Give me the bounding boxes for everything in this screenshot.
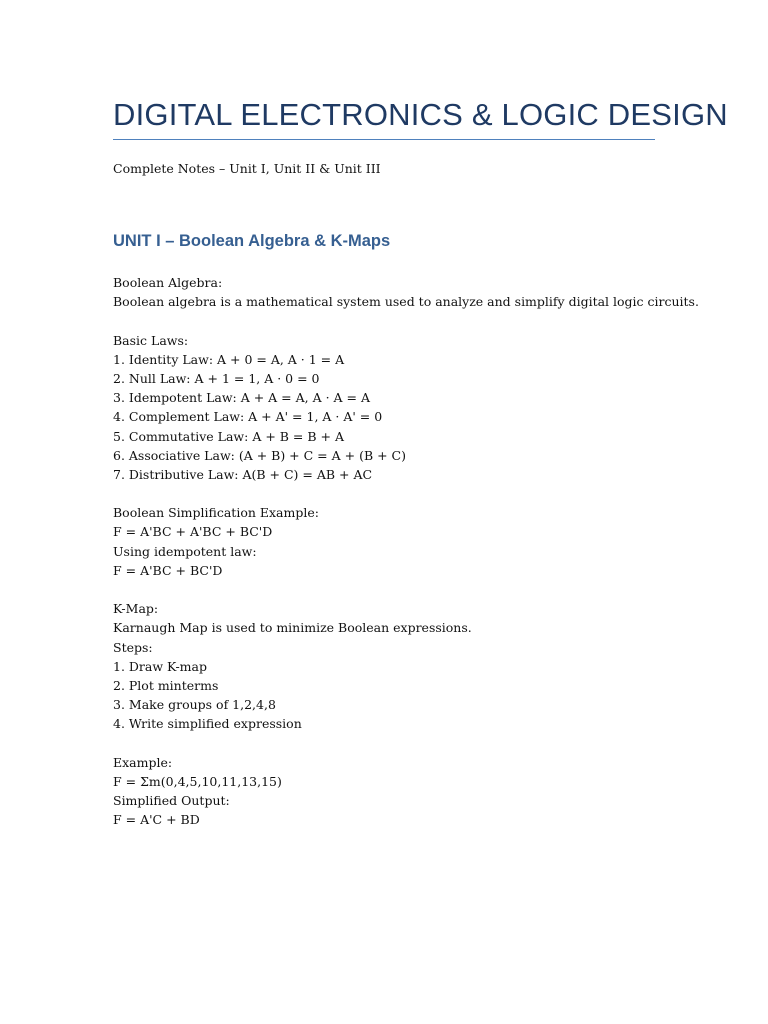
boolean-algebra-label: Boolean Algebra: xyxy=(113,275,223,290)
paragraph-spacer xyxy=(113,580,658,599)
document-subtitle: Complete Notes – Unit I, Unit II & Unit III xyxy=(113,161,381,176)
simplification-label: Boolean Simplification Example: xyxy=(113,505,319,521)
simplification-note: Using idempotent law: xyxy=(113,543,257,559)
law-item: 3. Idempotent Law: A + A = A, A · A = A xyxy=(113,390,371,406)
law-item: 7. Distributive Law: A(B + C) = AB + AC xyxy=(113,466,373,482)
law-item: 1. Identity Law: A + 0 = A, A · 1 = A xyxy=(113,351,345,367)
example-label: Example: xyxy=(113,754,173,770)
paragraph-spacer xyxy=(113,484,658,503)
example-expression: F = Σm(0,4,5,10,11,13,15) xyxy=(113,773,282,789)
basic-laws-label: Basic Laws: xyxy=(113,332,189,348)
simplification-expression: F = A'BC + A'BC + BC'D xyxy=(113,524,273,540)
law-item: 5. Commutative Law: A + B = B + A xyxy=(113,428,344,444)
example-output: F = A'C + BD xyxy=(113,812,200,828)
simplification-result: F = A'BC + BC'D xyxy=(113,562,223,578)
document-title: DIGITAL ELECTRONICS & LOGIC DESIGN xyxy=(113,97,728,132)
title-underline xyxy=(113,139,655,140)
kmap-step: 2. Plot minterms xyxy=(113,677,219,693)
kmap-step: 1. Draw K-map xyxy=(113,658,207,674)
kmap-step: 4. Write simplified expression xyxy=(113,716,302,732)
law-item: 6. Associative Law: (A + B) + C = A + (B + C) xyxy=(113,447,406,463)
unit-1-body xyxy=(113,273,699,829)
paragraph-spacer xyxy=(113,311,658,330)
boolean-algebra-description: Boolean algebra is a mathematical system used to analyze and simplify digital logic circuits. xyxy=(113,294,699,310)
kmap-step: 3. Make groups of 1,2,4,8 xyxy=(113,697,276,713)
example-output-label: Simplified Output: xyxy=(113,793,230,809)
law-item: 2. Null Law: A + 1 = 1, A · 0 = 0 xyxy=(113,370,320,386)
kmap-label: K-Map: xyxy=(113,601,159,617)
unit-1-heading: UNIT I – Boolean Algebra & K-Maps xyxy=(113,232,391,250)
law-item: 4. Complement Law: A + A' = 1, A · A' = 0 xyxy=(113,409,383,425)
paragraph-spacer xyxy=(113,734,658,753)
kmap-steps-label: Steps: xyxy=(113,639,153,655)
kmap-description: Karnaugh Map is used to minimize Boolean expressions. xyxy=(113,620,472,636)
